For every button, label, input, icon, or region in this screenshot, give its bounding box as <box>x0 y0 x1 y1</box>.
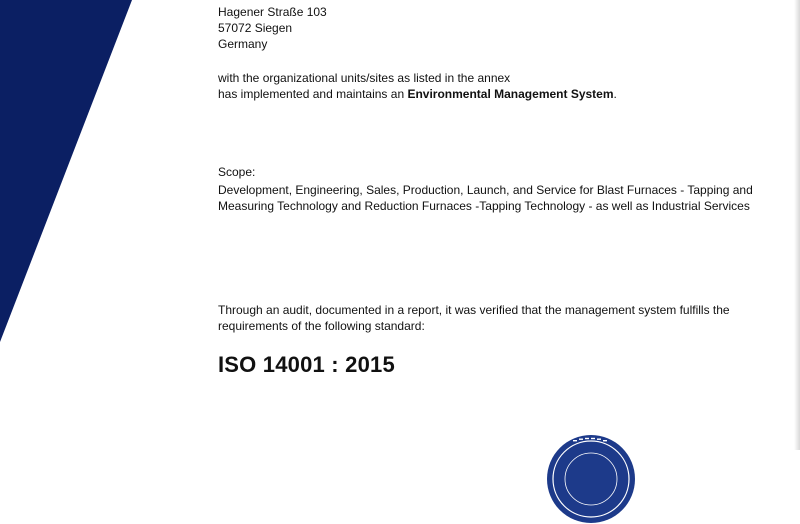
certification-seal-icon <box>546 434 636 524</box>
organization-statement <box>218 70 617 102</box>
statement-line-2-suffix: . <box>613 87 617 101</box>
address-country: Germany <box>218 37 268 51</box>
address-city: 57072 Siegen <box>218 21 293 35</box>
management-system-name: Environmental Management System <box>407 87 614 101</box>
company-address <box>218 4 327 52</box>
statement-line-1: with the organizational units/sites as listed in the annex <box>218 71 511 85</box>
scope-heading: Scope: <box>218 165 256 179</box>
address-street: Hagener Straße 103 <box>218 5 327 19</box>
scope-description: Development, Engineering, Sales, Production, Launch, and Service for Blast Furnaces - Tapping and Measuring Technology and Reduction Furnaces -Tapping Technology - as well as Industrial Services <box>218 183 753 213</box>
standard-title: ISO 14001 : 2015 <box>218 352 395 377</box>
statement-line-2 <box>218 86 617 102</box>
statement-line-2-prefix: has implemented and maintains an <box>218 87 408 101</box>
audit-statement: Through an audit, documented in a report, it was verified that the management system fulfills the requirements of the following standard: <box>218 303 730 333</box>
page-edge-shadow <box>794 0 800 450</box>
